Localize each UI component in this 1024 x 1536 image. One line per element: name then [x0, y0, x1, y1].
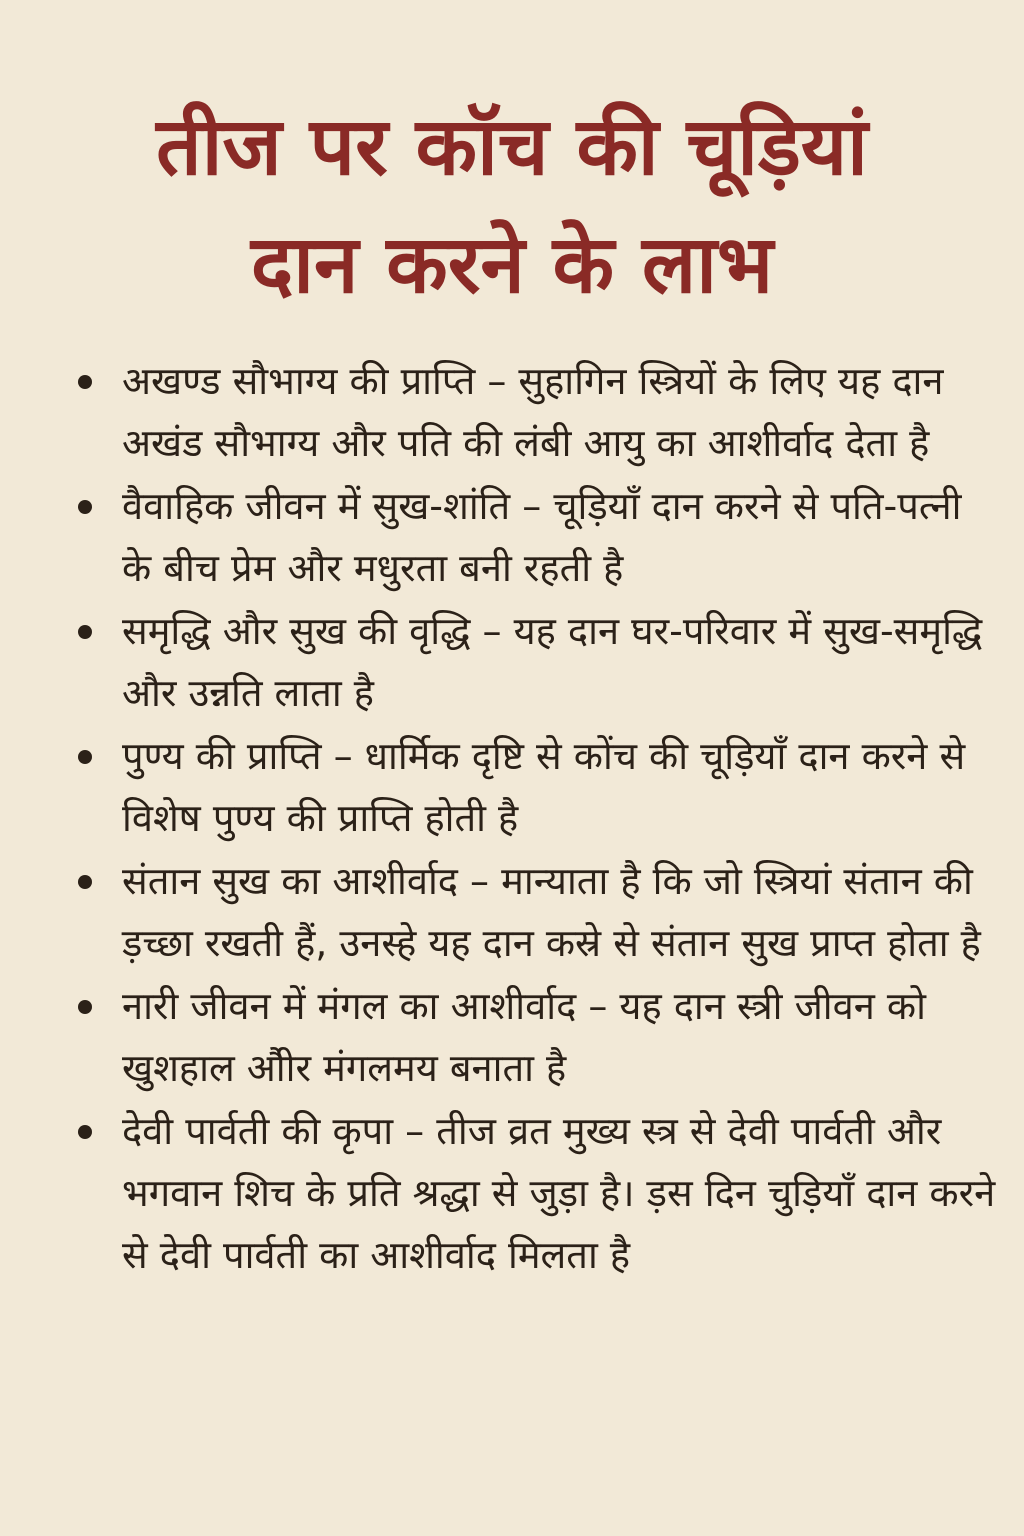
list-item	[72, 350, 1002, 474]
bullet-icon	[78, 500, 92, 514]
title-line-2: दान करने के लाभ	[250, 218, 774, 311]
list-item-text: अखण्ड सौभाग्य की प्राप्ति – सुहागिन स्त्रियों के लिए यह दान अखंड सौभाग्य और पति की लंबी आयु का आशीर्वाद देता है	[122, 359, 944, 465]
list-item-text: वैवाहिक जीवन में सुख-शांति – चूड़ियॉं दान करने से पति-पत्नी के बीच प्रेम और मधुरता बनी रहती है	[122, 484, 962, 590]
bullet-icon	[78, 625, 92, 639]
bullet-icon	[78, 1000, 92, 1014]
bullet-icon	[78, 875, 92, 889]
list-item	[72, 725, 1002, 849]
list-item	[72, 1100, 1002, 1286]
list-item-text: संतान सुख का आशीर्वाद – मान्याता है कि जो स्त्रियां संतान की ड़च्छा रखती हैं, उनस्हे यह दान कस्रे से संतान सुख प्राप्त होता है	[122, 859, 981, 965]
title-line-1: तीज पर कॉच की चूड़ियां	[156, 100, 868, 193]
list-item	[72, 600, 1002, 724]
benefits-list	[72, 350, 1002, 1287]
bullet-icon	[78, 1125, 92, 1139]
list-item-text: समृद्धि और सुख की वृद्धि – यह दान घर-परिवार में सुख-समृद्धि और उन्नति लाता है	[122, 609, 983, 715]
list-item	[72, 850, 1002, 974]
list-item-text: देवी पार्वती की कृपा – तीज व्रत मुख्य स्त्र से देवी पार्वती और भगवान शिच के प्रति श्रद्धा से जुड़ा है। ड़स दिन चुड़ियॉं दान करने से देवी पार्वती का आशीर्वाद मिलता है	[122, 1109, 996, 1277]
bullet-icon	[78, 375, 92, 389]
list-item-text: नारी जीवन में मंगल का आशीर्वाद – यह दान स्त्री जीवन को खुशहाल औीर मंगलमय बनाता है	[122, 984, 926, 1090]
list-item-text: पुण्य की प्राप्ति – धार्मिक दृष्टि से कोंच की चूड़ियॉं दान करने से विशेष पुण्य की प्राप्ति होती है	[122, 734, 966, 840]
list-item	[72, 975, 1002, 1099]
page-title	[0, 88, 1024, 324]
list-item	[72, 475, 1002, 599]
bullet-icon	[78, 750, 92, 764]
